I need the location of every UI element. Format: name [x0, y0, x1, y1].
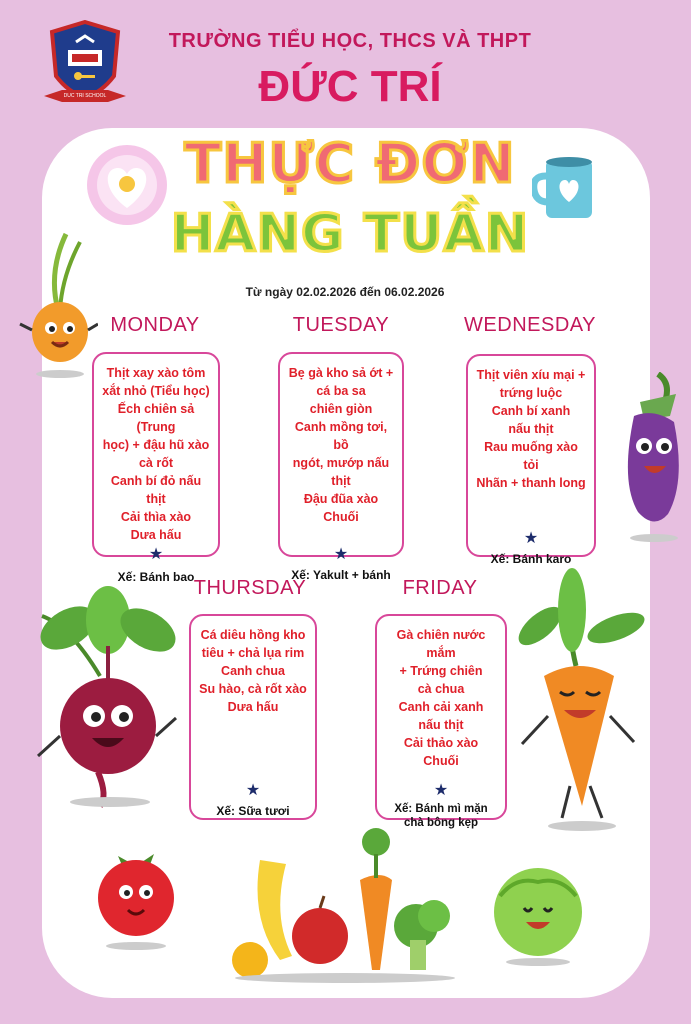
menu-item: Gà chiên nước mắm [396, 628, 486, 660]
school-logo [42, 20, 128, 112]
veggie-group-icon [220, 820, 470, 984]
date-range: Từ ngày 02.02.2026 đến 06.02.2026 [245, 285, 445, 299]
menu-item: Cải thìa xào [120, 510, 192, 524]
menu-item: Canh bí xanh [491, 404, 571, 418]
menu-item: cà rốt [138, 456, 174, 470]
menu-item: tiêu + chả lụa rim [201, 646, 305, 660]
day-heading-monday: MONDAY [110, 314, 200, 336]
beet-icon [30, 586, 180, 811]
star-icon: ★ [523, 530, 539, 547]
menu-item: Dưa hấu [227, 700, 279, 714]
menu-item: Rau muống xào tỏi [484, 440, 578, 472]
title-line-1: THỰC ĐƠN [184, 132, 516, 195]
onion-icon [18, 232, 98, 382]
menu-item: trứng luộc [499, 386, 563, 400]
eggplant-icon [614, 372, 686, 544]
snack-text: Xế: Sữa tươi [216, 804, 290, 818]
menu-item: xắt nhỏ (Tiểu học) [102, 384, 210, 398]
menu-item: Dưa hấu [130, 528, 182, 542]
menu-item: học) + đậu hũ xào [102, 438, 210, 452]
menu-item: ngót, mướp nấu thịt [292, 456, 390, 488]
menu-item: cá ba sa [316, 384, 366, 398]
snack-text: Xế: Bánh karo [490, 552, 572, 566]
school-name: ĐỨC TRÍ [258, 62, 442, 111]
menu-box-wednesday [466, 354, 596, 566]
menu-item: nấu thịt [508, 422, 554, 436]
day-heading-friday: FRIDAY [402, 577, 478, 599]
menu-item: Su hào, cà rốt xào [199, 682, 307, 696]
day-heading-tuesday: TUESDAY [292, 314, 390, 336]
menu-item: Canh chua [221, 664, 285, 678]
menu-item: Cải thảo xào [403, 736, 479, 750]
school-line: TRƯỜNG TIỂU HỌC, THCS VÀ THPT [168, 30, 532, 52]
star-icon: ★ [245, 782, 261, 799]
menu-item: Đậu đũa xào [303, 492, 379, 506]
star-icon: ★ [148, 546, 164, 563]
menu-item: Canh cải xanh [398, 700, 484, 714]
day-heading-wednesday: WEDNESDAY [464, 314, 596, 336]
menu-item: Canh mồng tơi, bồ [294, 420, 388, 452]
menu-item: Canh bí đỏ nấu thịt [110, 474, 202, 506]
menu-item: Bẹ gà kho sả ớt + [288, 366, 394, 380]
star-icon: ★ [433, 782, 449, 799]
menu-box-friday [375, 614, 507, 829]
menu-item: Chuối [323, 510, 359, 524]
menu-item: Cá diêu hồng kho [200, 628, 306, 642]
menu-item: Chuối [423, 754, 459, 768]
menu-box-thursday [189, 614, 317, 820]
snack-text: Xế: Bánh mì mặn chà bông kẹp [394, 803, 488, 829]
logo-caption: DUC TRI SCHOOL [63, 93, 107, 99]
menu-box-monday [92, 352, 220, 584]
menu-item: cà chua [417, 682, 465, 696]
menu-item: + Trứng chiên [399, 664, 483, 678]
star-icon: ★ [333, 546, 349, 563]
menu-box-tuesday [278, 352, 404, 582]
menu-item: Thịt viên xíu mại + [476, 368, 586, 382]
menu-item: Nhãn + thanh long [476, 476, 586, 490]
menu-item: nấu thịt [418, 718, 464, 732]
cabbage-icon [486, 856, 590, 968]
menu-item: chiên giòn [309, 402, 373, 416]
carrot-icon [510, 566, 660, 834]
snack-text: Xế: Yakult + bánh [291, 568, 391, 582]
menu-item: Ếch chiên sả (Trung [117, 402, 195, 434]
tomato-icon [88, 840, 184, 952]
menu-item: Thịt xay xào tôm [106, 366, 206, 380]
snack-text: Xế: Bánh bao [117, 570, 195, 584]
title-line-2: HÀNG TUẦN [170, 204, 530, 264]
day-heading-thursday: THURSDAY [193, 577, 307, 599]
